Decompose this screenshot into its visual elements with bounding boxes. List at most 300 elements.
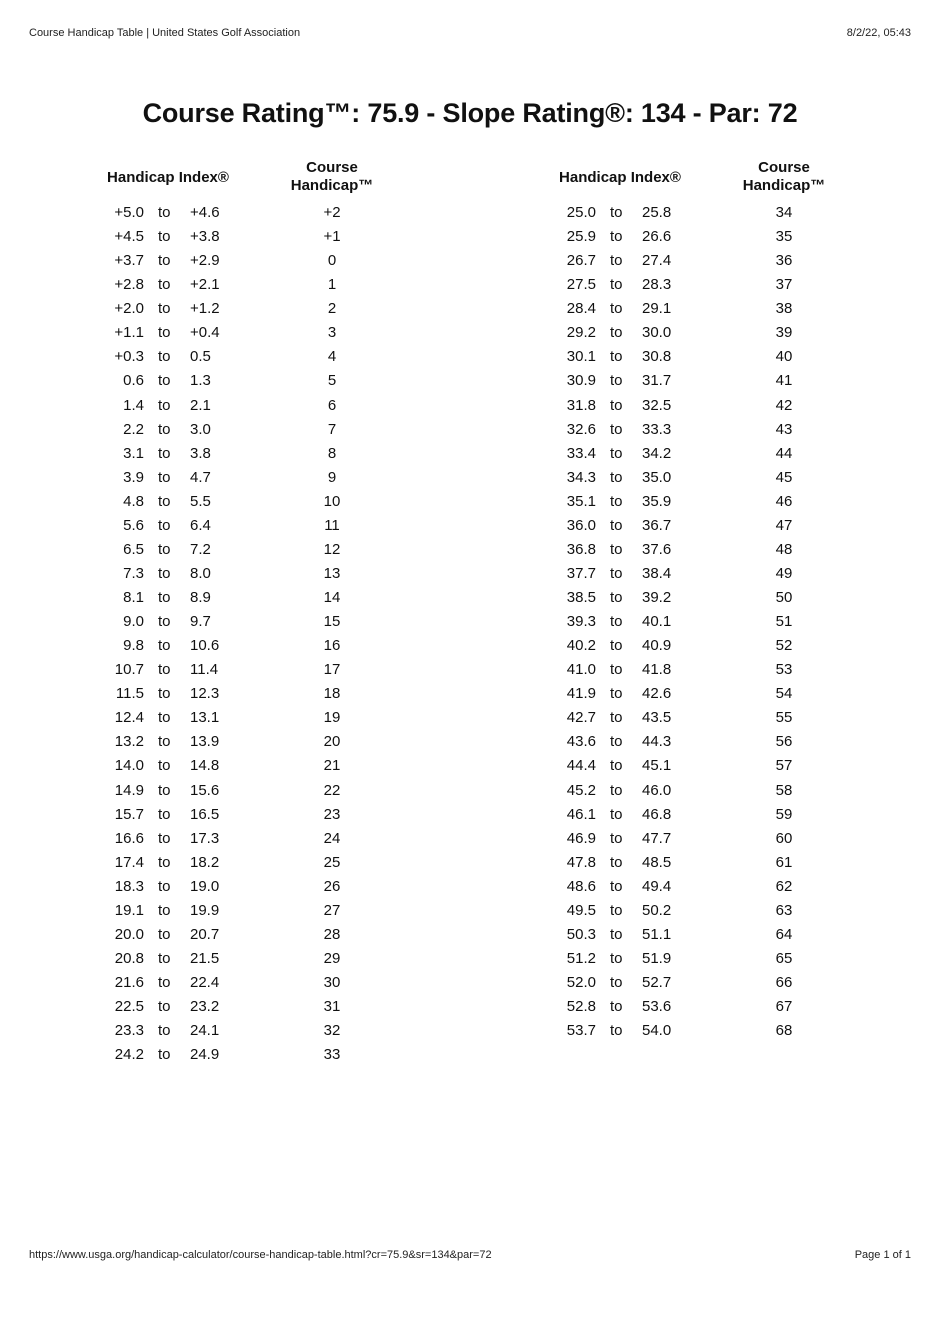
range-separator: to <box>158 781 171 799</box>
table-row <box>82 851 402 875</box>
table-row <box>82 321 402 345</box>
index-to: 44.3 <box>642 733 672 751</box>
handicap-index-header: Handicap Index® <box>107 169 229 186</box>
range-separator: to <box>158 998 171 1016</box>
table-row <box>82 634 402 658</box>
range-separator: to <box>610 757 623 775</box>
index-to: 41.8 <box>642 661 672 679</box>
index-from: 30.1 <box>566 348 596 366</box>
course-handicap-value: 55 <box>775 709 793 727</box>
course-handicap-value: 19 <box>323 709 341 727</box>
index-to: 29.1 <box>642 300 672 318</box>
range-separator: to <box>158 540 171 558</box>
index-to: 27.4 <box>642 252 672 270</box>
index-to: 3.0 <box>190 420 211 438</box>
index-to: 31.7 <box>642 372 672 390</box>
range-separator: to <box>158 661 171 679</box>
course-handicap-value: 0 <box>327 252 337 270</box>
range-separator: to <box>158 252 171 270</box>
index-from: 51.2 <box>566 949 596 967</box>
range-separator: to <box>610 468 623 486</box>
range-separator: to <box>158 516 171 534</box>
course-handicap-value: 58 <box>775 781 793 799</box>
index-to: 40.1 <box>642 613 672 631</box>
index-from: +3.7 <box>114 252 144 270</box>
index-to: +0.4 <box>190 324 220 342</box>
range-separator: to <box>610 276 623 294</box>
index-to: 4.7 <box>190 468 211 486</box>
range-separator: to <box>610 781 623 799</box>
index-to: 46.0 <box>642 781 672 799</box>
range-separator: to <box>158 324 171 342</box>
table-row <box>82 345 402 369</box>
table-row <box>534 538 854 562</box>
index-to: 51.9 <box>642 949 672 967</box>
table-row <box>534 225 854 249</box>
index-from: 34.3 <box>566 468 596 486</box>
index-to: 36.7 <box>642 516 672 534</box>
table-row <box>534 321 854 345</box>
table-row <box>534 971 854 995</box>
range-separator: to <box>610 974 623 991</box>
range-separator: to <box>158 348 171 366</box>
range-separator: to <box>158 974 171 991</box>
print-footer <box>29 1249 911 1261</box>
table-row <box>82 779 402 803</box>
range-separator: to <box>610 829 623 847</box>
range-separator: to <box>610 589 623 606</box>
index-to: 15.6 <box>190 781 220 799</box>
table-row <box>82 1019 402 1043</box>
table-row <box>82 875 402 899</box>
index-from: 40.2 <box>566 637 596 655</box>
course-handicap-value: 28 <box>323 925 341 943</box>
page-title: Course Rating™: 75.9 - Slope Rating®: 134 - Par: 72 <box>142 98 798 128</box>
course-handicap-value: 33 <box>323 1046 341 1064</box>
table-row <box>534 562 854 586</box>
course-handicap-value: 35 <box>775 228 793 246</box>
range-separator: to <box>158 877 171 895</box>
course-handicap-value: 30 <box>323 974 341 991</box>
range-separator: to <box>158 949 171 967</box>
index-from: 52.0 <box>566 974 596 991</box>
course-handicap-value: 10 <box>323 492 341 510</box>
course-handicap-value: 56 <box>775 733 793 751</box>
table-row <box>534 995 854 1019</box>
range-separator: to <box>158 925 171 943</box>
range-separator: to <box>158 829 171 847</box>
index-from: 8.1 <box>123 589 144 606</box>
index-to: 30.0 <box>642 324 672 342</box>
course-handicap-value: 43 <box>775 420 793 438</box>
index-from: 27.5 <box>566 276 596 294</box>
course-handicap-header-line2: Handicap™ <box>290 177 374 194</box>
index-to: 23.2 <box>190 998 220 1016</box>
range-separator: to <box>158 637 171 655</box>
range-separator: to <box>610 300 623 318</box>
course-handicap-header-line1: Course <box>758 159 810 176</box>
index-to: 26.6 <box>642 228 672 246</box>
index-from: +5.0 <box>114 204 144 221</box>
course-handicap-value: 14 <box>323 589 341 606</box>
table-row <box>82 490 402 514</box>
course-handicap-value: 11 <box>324 516 340 534</box>
index-to: 10.6 <box>190 637 220 655</box>
index-from: 25.0 <box>566 204 596 221</box>
index-to: 9.7 <box>190 613 211 631</box>
range-separator: to <box>158 685 171 703</box>
table-row <box>534 297 854 321</box>
course-handicap-value: 66 <box>775 974 793 991</box>
table-row <box>534 682 854 706</box>
range-separator: to <box>610 540 623 558</box>
course-handicap-value: 38 <box>775 300 793 318</box>
index-to: 16.5 <box>190 805 220 823</box>
index-to: 3.8 <box>190 444 211 462</box>
table-row <box>534 754 854 778</box>
course-handicap-value: 54 <box>775 685 793 703</box>
range-separator: to <box>158 204 171 221</box>
table-row <box>534 779 854 803</box>
index-to: 17.3 <box>190 829 220 847</box>
course-handicap-value: 31 <box>323 998 341 1016</box>
range-separator: to <box>158 372 171 390</box>
course-handicap-value: 6 <box>327 396 337 414</box>
table-row <box>534 610 854 634</box>
course-handicap-value: 29 <box>323 949 341 967</box>
range-separator: to <box>158 733 171 751</box>
range-separator: to <box>610 228 623 246</box>
range-separator: to <box>158 589 171 606</box>
table-row <box>534 947 854 971</box>
index-to: 35.0 <box>642 468 672 486</box>
range-separator: to <box>610 901 623 919</box>
index-to: 8.0 <box>190 564 211 582</box>
course-handicap-value: 20 <box>323 733 341 751</box>
index-from: 11.5 <box>115 685 144 703</box>
table-row <box>534 875 854 899</box>
course-handicap-value: 12 <box>323 540 341 558</box>
course-handicap-value: 25 <box>323 853 341 871</box>
index-from: 17.4 <box>114 853 144 871</box>
course-handicap-header <box>726 159 842 195</box>
index-to: 19.0 <box>190 877 220 895</box>
index-from: 44.4 <box>566 757 596 775</box>
index-to: 25.8 <box>642 204 672 221</box>
index-from: 25.9 <box>566 228 596 246</box>
table-row <box>534 658 854 682</box>
index-to: +2.9 <box>190 252 220 270</box>
index-to: +3.8 <box>190 228 220 246</box>
print-header <box>29 27 911 39</box>
index-from: 2.2 <box>123 420 144 438</box>
range-separator: to <box>610 492 623 510</box>
course-handicap-value: 13 <box>323 564 341 582</box>
course-handicap-value: 45 <box>775 468 793 486</box>
table-row <box>82 586 402 610</box>
index-to: 45.1 <box>642 757 672 775</box>
course-handicap-value: 63 <box>775 901 793 919</box>
print-header-datetime: 8/2/22, 05:43 <box>846 27 911 39</box>
index-from: 41.9 <box>566 685 596 703</box>
course-handicap-value: 41 <box>775 372 793 390</box>
course-handicap-value: 48 <box>775 540 793 558</box>
range-separator: to <box>610 685 623 703</box>
range-separator: to <box>610 1022 623 1040</box>
index-from: 47.8 <box>566 853 596 871</box>
handicap-table-right <box>534 158 854 1043</box>
index-to: 42.6 <box>642 685 672 703</box>
table-row <box>534 851 854 875</box>
table-body <box>82 201 402 1067</box>
range-separator: to <box>158 757 171 775</box>
course-handicap-value: 16 <box>323 637 341 655</box>
course-handicap-value: 3 <box>327 324 337 342</box>
index-to: 7.2 <box>190 540 211 558</box>
index-to: 20.7 <box>190 925 220 943</box>
range-separator: to <box>158 468 171 486</box>
table-row <box>82 706 402 730</box>
range-separator: to <box>158 805 171 823</box>
course-handicap-value: 47 <box>775 516 793 534</box>
course-handicap-value: 34 <box>775 204 793 221</box>
course-handicap-value: 1 <box>327 276 337 294</box>
index-to: 52.7 <box>642 974 672 991</box>
index-from: 20.8 <box>114 949 144 967</box>
table-row <box>82 297 402 321</box>
index-to: 28.3 <box>642 276 672 294</box>
index-from: 18.3 <box>114 877 144 895</box>
index-from: 22.5 <box>114 998 144 1016</box>
index-to: +4.6 <box>190 204 220 221</box>
index-from: 19.1 <box>114 901 144 919</box>
index-to: 34.2 <box>642 444 672 462</box>
handicap-table-left <box>82 158 402 1067</box>
course-handicap-value: 2 <box>327 300 337 318</box>
index-to: 1.3 <box>190 372 211 390</box>
course-handicap-header-line1: Course <box>306 159 358 176</box>
course-handicap-value: 53 <box>775 661 793 679</box>
range-separator: to <box>610 372 623 390</box>
range-separator: to <box>610 613 623 631</box>
course-handicap-value: 51 <box>775 613 793 631</box>
handicap-index-header: Handicap Index® <box>559 169 681 186</box>
range-separator: to <box>158 300 171 318</box>
table-row <box>534 634 854 658</box>
table-row <box>534 466 854 490</box>
range-separator: to <box>610 805 623 823</box>
index-from: 4.8 <box>123 492 144 510</box>
index-to: 54.0 <box>642 1022 672 1040</box>
table-body <box>534 201 854 1043</box>
index-to: 38.4 <box>642 564 672 582</box>
table-row <box>82 538 402 562</box>
index-to: 13.9 <box>190 733 220 751</box>
index-to: 8.9 <box>190 589 211 606</box>
course-handicap-value: 26 <box>323 877 341 895</box>
index-from: 1.4 <box>123 396 144 414</box>
table-row <box>82 466 402 490</box>
range-separator: to <box>610 877 623 895</box>
range-separator: to <box>610 396 623 414</box>
course-handicap-value: 61 <box>775 853 793 871</box>
index-to: 24.1 <box>190 1022 220 1040</box>
table-header <box>534 158 854 200</box>
course-handicap-value: 17 <box>323 661 341 679</box>
course-handicap-value: 42 <box>775 396 793 414</box>
index-to: 50.2 <box>642 901 672 919</box>
range-separator: to <box>610 324 623 342</box>
range-separator: to <box>610 733 623 751</box>
table-row <box>82 923 402 947</box>
range-separator: to <box>158 420 171 438</box>
index-from: 32.6 <box>566 420 596 438</box>
course-handicap-value: 5 <box>327 372 337 390</box>
index-to: 37.6 <box>642 540 672 558</box>
index-from: +1.1 <box>114 324 144 342</box>
course-handicap-value: 52 <box>775 637 793 655</box>
table-header <box>82 158 402 200</box>
index-to: 32.5 <box>642 396 672 414</box>
table-row <box>82 394 402 418</box>
index-to: 47.7 <box>642 829 672 847</box>
table-row <box>534 923 854 947</box>
table-row <box>82 514 402 538</box>
index-from: 5.6 <box>123 516 144 534</box>
index-from: +2.8 <box>114 276 144 294</box>
index-from: 20.0 <box>114 925 144 943</box>
index-from: 10.7 <box>114 661 144 679</box>
course-handicap-value: 32 <box>323 1022 341 1040</box>
course-handicap-value: 27 <box>323 901 341 919</box>
index-from: 24.2 <box>114 1046 144 1064</box>
course-handicap-value: 46 <box>775 492 793 510</box>
table-row <box>534 418 854 442</box>
range-separator: to <box>158 564 171 582</box>
index-from: 42.7 <box>566 709 596 727</box>
course-handicap-header <box>274 159 390 195</box>
index-from: 9.0 <box>123 613 144 631</box>
index-to: 19.9 <box>190 901 220 919</box>
index-to: 18.2 <box>190 853 220 871</box>
index-from: 33.4 <box>566 444 596 462</box>
table-row <box>82 273 402 297</box>
range-separator: to <box>610 348 623 366</box>
course-handicap-value: 57 <box>775 757 793 775</box>
table-row <box>534 706 854 730</box>
index-to: 2.1 <box>190 396 211 414</box>
index-to: 40.9 <box>642 637 672 655</box>
index-from: +2.0 <box>114 300 144 318</box>
index-from: +0.3 <box>114 348 144 366</box>
table-row <box>534 442 854 466</box>
index-to: 13.1 <box>190 709 220 727</box>
table-row <box>82 754 402 778</box>
index-from: 0.6 <box>123 372 144 390</box>
range-separator: to <box>610 204 623 221</box>
range-separator: to <box>158 1046 171 1064</box>
table-row <box>534 394 854 418</box>
index-from: 7.3 <box>123 564 144 582</box>
table-row <box>534 345 854 369</box>
index-from: 41.0 <box>566 661 596 679</box>
table-row <box>82 803 402 827</box>
range-separator: to <box>610 998 623 1016</box>
range-separator: to <box>158 709 171 727</box>
table-row <box>82 971 402 995</box>
table-row <box>534 369 854 393</box>
index-to: 24.9 <box>190 1046 220 1064</box>
course-handicap-value: 49 <box>775 564 793 582</box>
index-from: 45.2 <box>566 781 596 799</box>
range-separator: to <box>610 564 623 582</box>
table-row <box>534 514 854 538</box>
index-to: 49.4 <box>642 877 672 895</box>
course-handicap-value: 7 <box>327 420 337 438</box>
table-row <box>534 1019 854 1043</box>
index-from: 28.4 <box>566 300 596 318</box>
table-row <box>82 827 402 851</box>
index-from: 15.7 <box>114 805 144 823</box>
index-to: 33.3 <box>642 420 672 438</box>
course-handicap-value: 22 <box>323 781 341 799</box>
index-from: 49.5 <box>566 901 596 919</box>
table-row <box>534 827 854 851</box>
table-row <box>82 1043 402 1067</box>
table-row <box>534 730 854 754</box>
index-to: 14.8 <box>190 757 220 775</box>
index-to: 21.5 <box>190 949 220 967</box>
table-row <box>534 803 854 827</box>
print-header-title: Course Handicap Table | United States Golf Association <box>29 27 301 39</box>
course-handicap-value: 60 <box>775 829 793 847</box>
index-from: 3.1 <box>123 444 144 462</box>
index-from: 46.1 <box>566 805 596 823</box>
index-to: 51.1 <box>642 925 672 943</box>
course-handicap-value: 68 <box>775 1022 793 1040</box>
range-separator: to <box>610 709 623 727</box>
course-handicap-value: 24 <box>323 829 341 847</box>
index-to: 12.3 <box>190 685 220 703</box>
index-from: 13.2 <box>114 733 144 751</box>
index-to: 35.9 <box>642 492 672 510</box>
index-to: 46.8 <box>642 805 672 823</box>
table-row <box>82 225 402 249</box>
index-from: 50.3 <box>566 925 596 943</box>
index-to: 39.2 <box>642 589 672 606</box>
index-from: 30.9 <box>566 372 596 390</box>
index-from: 21.6 <box>114 974 144 991</box>
course-handicap-value: 59 <box>775 805 793 823</box>
table-row <box>534 273 854 297</box>
table-row <box>534 249 854 273</box>
range-separator: to <box>158 492 171 510</box>
table-row <box>82 249 402 273</box>
range-separator: to <box>610 444 623 462</box>
index-from: 14.0 <box>114 757 144 775</box>
index-from: 35.1 <box>566 492 596 510</box>
index-to: 5.5 <box>190 492 211 510</box>
index-from: 39.3 <box>566 613 596 631</box>
range-separator: to <box>610 661 623 679</box>
index-from: 23.3 <box>114 1022 144 1040</box>
index-from: 16.6 <box>114 829 144 847</box>
range-separator: to <box>610 420 623 438</box>
index-from: 3.9 <box>123 468 144 486</box>
course-handicap-value: 4 <box>327 348 337 366</box>
range-separator: to <box>158 901 171 919</box>
course-handicap-value: 65 <box>775 949 793 967</box>
